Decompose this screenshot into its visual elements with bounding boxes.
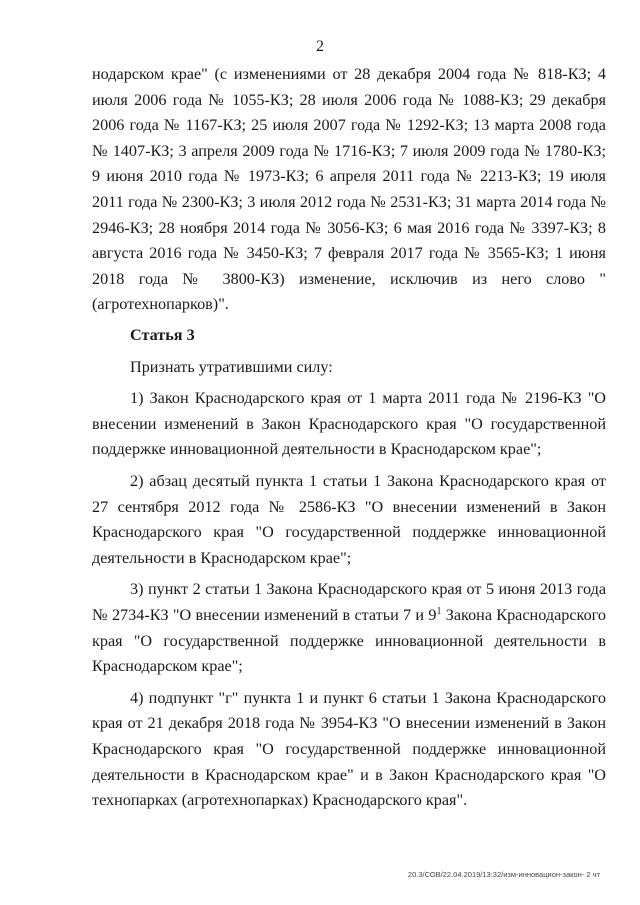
article-3-section (92, 323, 606, 814)
article-heading: Статья 3 (130, 326, 195, 344)
article-item-2: 2) абзац десятый пункта 1 статьи 1 Закона Краснодарского края от 27 сентября 2012 года № 2586-КЗ "О внесении изменений в Закон Краснодарского края "О государственной поддержке инновационной деятельности в Краснодарском крае"; (92, 471, 606, 567)
article-item-1: 1) Закон Краснодарского края от 1 марта 2011 года № 2196-КЗ "О внесении изменений в Закон Краснодарского края "О государственной поддержке инновационной деятельности в Краснодарском крае"; (92, 389, 606, 459)
article-item-3 (92, 577, 606, 679)
article-item-3-text-end: Закона Краснодарского края "О государственной поддержке инновационной деятельности в Краснодарском крае"; (92, 605, 607, 676)
article-item-4: 4) подпункт "г" пункта 1 и пункт 6 статьи 1 Закона Краснодарского края от 21 декабря 2018 года № 3954-КЗ "О внесении изменений в Закон Краснодарского края "О государственной поддержке инновационной деятельности в Краснодарском крае" и в Закон Краснодарского края "О технопарках (агротехнопарках) Краснодарского края". (92, 688, 606, 810)
footer-document-code: 20.3/СОВ/22.04.2019/13:32/изм-инновацион-закон- 2 чт (407, 870, 600, 879)
continuation-block (92, 62, 606, 318)
page-number: 2 (316, 38, 324, 55)
article-item-3-text-start: 3) пункт 2 статьи 1 Закона Краснодарского края от 5 июня 2013 года № 2734-КЗ "О внесении изменений в статьи 7 и 9 (92, 580, 606, 624)
superscript-mark: 1 (436, 605, 442, 617)
continuation-paragraph: нодарском крае" (с изменениями от 28 декабря 2004 года № 818-КЗ; 4 июля 2006 года № 1055-КЗ; 28 июля 2006 года № 1088-КЗ; 29 декабря 2006 года № 1167-КЗ; 25 июля 2007 года № 1292-КЗ; 13 марта 2008 года № 1407-КЗ; 3 апреля 2009 года № 1716-КЗ; 7 июля 2009 года № 1780-КЗ; 9 июня 2010 года № 1973-КЗ; 6 апреля 2011 года № 2213-КЗ; 19 июля 2011 года № 2300-КЗ; 3 июля 2012 года № 2531-КЗ; 31 марта 2014 года № 2946-КЗ; 28 ноября 2014 года № 3056-КЗ; 6 мая 2016 года № 3397-КЗ; 8 августа 2016 года № 3450-КЗ; 7 февраля 2017 года № 3565-КЗ; 1 июня 2018 года № 3800-КЗ) изменение, исключив из него слово "(агротехнопарков)". (92, 65, 606, 314)
article-intro: Признать утратившими силу: (130, 357, 333, 376)
